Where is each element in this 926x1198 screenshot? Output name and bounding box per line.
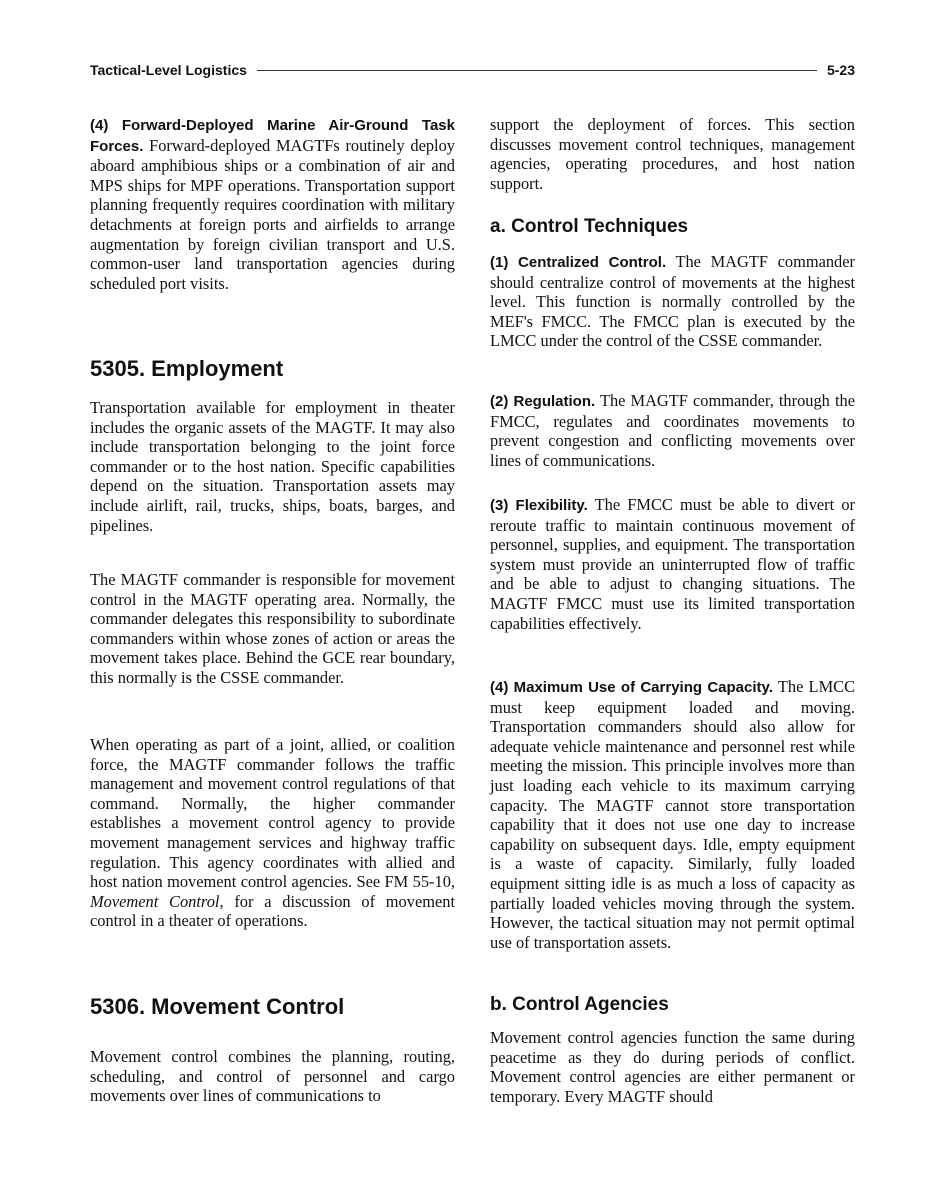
- paragraph-text: Forward-deployed MAGTFs routinely deploy aboard amphibious ships or a combination of air and MPS ships for MPF operations. Transportation support planning frequently requires coordination with military detachments at foreign ports and airfields to arrange augmentation by foreign civilian transport and U.S. common-user land transportation agencies during scheduled port visits.: [90, 135, 455, 293]
- run-in-heading: (3) Flexibility.: [490, 497, 588, 514]
- run-in-heading: (1) Centralized Control.: [490, 254, 667, 271]
- subsection-heading-a: a. Control Techniques: [490, 216, 689, 237]
- paragraph-text: The MAGTF commander, through the FMCC, regulates and coordinates movements to prevent congestion and conflicting movements over lines of communications.: [490, 391, 855, 470]
- paragraph-text: The LMCC must keep equipment loaded and moving. Transportation commanders should also allow for adequate vehicle maintenance and personnel rest while meeting the mission. This principle involves more than just loading each vehicle to its maximum carrying capacity. The MAGTF cannot store transportation capability that it does not use one day to increase capability on subsequent days. Idle, empty equipment is a waste of capacity. Similarly, fully loaded equipment sitting idle is as much a loss of capacity as partially loaded vehicles moving through the system. However, the tactical situation may not permit optimal use of transportation assets.: [490, 677, 856, 952]
- publication-title: Movement Control: [90, 891, 220, 911]
- run-in-heading: (4) Maximum Use of Carrying Capacity.: [490, 679, 773, 696]
- header-title: Tactical-Level Logistics: [90, 62, 247, 78]
- run-in-heading: (4) Forward-Deployed Marine Air-Ground Task Forces.: [90, 117, 455, 155]
- page-number: 5-23: [826, 62, 855, 78]
- paragraph-text: The FMCC must be able to divert or reroute traffic to maintain continuous movement of personnel, supplies, and equipment. The transportation system must provide an uninterrupted flow of traffic and be able to adjust to changing situations. The MAGTF FMCC must use its limited transportation capabilities effectively.: [490, 495, 855, 633]
- paragraph-employment-3: [90, 735, 455, 931]
- subsection-heading-b: b. Control Agencies: [490, 994, 669, 1015]
- header-rule: [257, 70, 817, 71]
- running-header: [90, 60, 855, 80]
- paragraph-movement-control: Movement control combines the planning, routing, scheduling, and control of personnel and cargo movements over lines of communications to: [90, 1047, 455, 1106]
- paragraph-text: , for a discussion of movement control in a theater of operations.: [90, 891, 455, 931]
- paragraph-regulation: [490, 391, 855, 470]
- paragraph-text: The MAGTF commander should centralize control of movements at the highest level. This function is normally controlled by the MEF's FMCC. The FMCC plan is executed by the LMCC under the control of the CSSE commander.: [490, 252, 855, 351]
- paragraph-employment-1: Transportation available for employment in theater includes the organic assets of the MAGTF. It may also include transportation belonging to the joint force commander or to the host nation. Specific capabilities depend on the situation. Transportation assets may include airlift, rail, trucks, ships, boats, barges, and pipelines.: [90, 398, 455, 535]
- section-heading-5305: 5305. Employment: [90, 356, 284, 381]
- run-in-heading: (2) Regulation.: [490, 393, 596, 410]
- paragraph-employment-2: The MAGTF commander is responsible for movement control in the MAGTF operating area. Normally, the commander delegates this responsibility to subordinate commanders within whose zones of action or areas the movement takes place. Behind the GCE rear boundary, this normally is the CSSE commander.: [90, 570, 455, 687]
- section-heading-5306: 5306. Movement Control: [90, 994, 345, 1019]
- paragraph-centralized-control: [490, 252, 855, 351]
- paragraph-forward-deployed: [90, 115, 455, 293]
- paragraph-continued: support the deployment of forces. This section discusses movement control techniques, management agencies, operating procedures, and host nation support.: [490, 115, 855, 193]
- paragraph-text: When operating as part of a joint, allied, or coalition force, the MAGTF commander follows the traffic management and movement control regulations of that command. Normally, the higher commander establishes a movement control agency to provide movement management services and highway traffic regulation. This agency coordinates with allied and host nation movement control agencies. See FM 55-10,: [90, 735, 455, 892]
- paragraph-flexibility: [490, 495, 855, 633]
- paragraph-carrying-capacity: [490, 677, 855, 952]
- paragraph-control-agencies: Movement control agencies function the same during peacetime as they do during periods of conflict. Movement control agencies are either permanent or temporary. Every MAGTF should: [490, 1028, 855, 1106]
